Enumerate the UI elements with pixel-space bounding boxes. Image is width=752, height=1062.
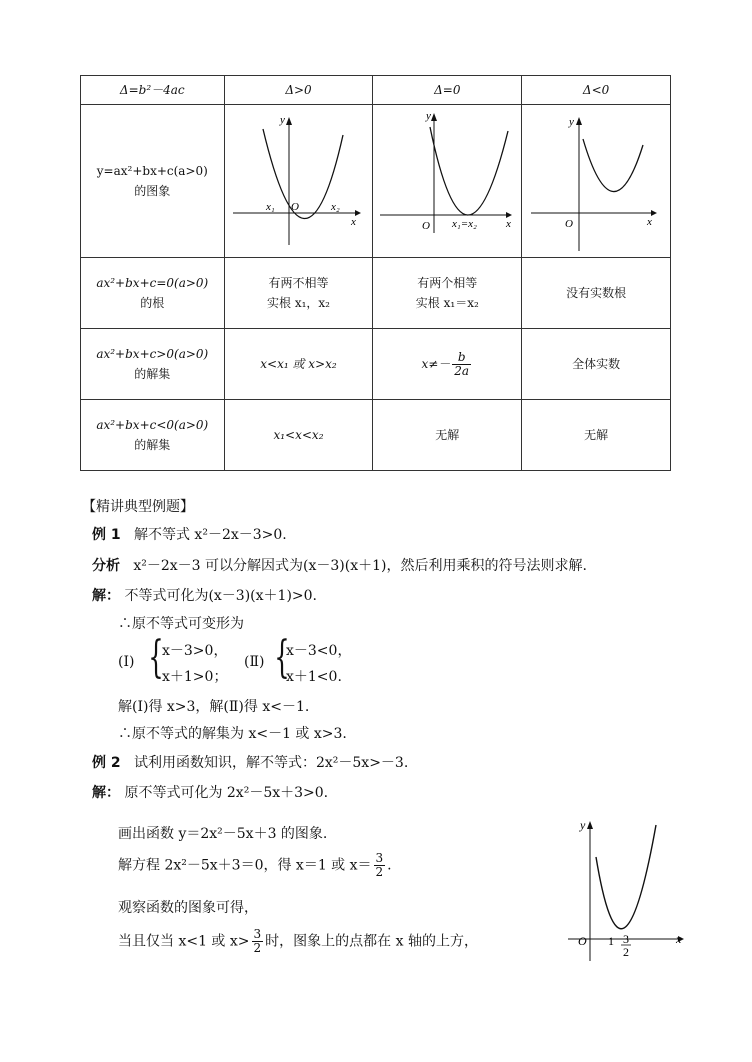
greater-zero-fraction <box>452 351 471 378</box>
roots-positive-line1: 有两不相等 <box>268 276 329 290</box>
graph-negative-cell <box>522 105 671 258</box>
example2-line <box>92 752 408 772</box>
ex1-solution-step2: ∴原不等式可变形为 <box>118 616 244 632</box>
origin-label: O <box>565 218 574 230</box>
fraction-numerator: b <box>452 351 471 365</box>
fraction-numerator: 3 <box>253 927 262 941</box>
plot-root1-label: 1 <box>608 934 614 948</box>
table-row-roots <box>81 258 671 329</box>
example2-label: 例 2 <box>92 755 121 771</box>
section-title: 【精讲典型例题】 <box>82 499 194 515</box>
table-row-graph <box>81 105 671 258</box>
ex2-step3-prefix: 解方程 2x²－5x＋3＝0，得 x＝1 或 x＝ <box>118 857 372 874</box>
roots-row-label <box>81 258 225 329</box>
ex1-solution-step4: ∴原不等式的解集为 x<－1 或 x>3. <box>118 726 347 742</box>
greater-label-line2: 的解集 <box>134 367 171 382</box>
ex1-solution-step3: 解(Ⅰ)得 x>3，解(Ⅱ)得 x<－1. <box>118 699 310 715</box>
x-axis-label: x <box>351 216 357 228</box>
less-negative: 无解 <box>522 400 671 471</box>
roots-zero-line2: 实根 x₁＝x₂ <box>415 296 479 311</box>
system1-second: x＋1>0； <box>162 669 228 685</box>
ex1-solution-label: 解： <box>92 588 120 604</box>
header-discriminant: Δ=b²－4ac <box>81 76 225 105</box>
origin-label: O <box>422 220 431 232</box>
graph-zero-cell <box>373 105 522 258</box>
y-axis-label: y <box>280 114 286 126</box>
roots-label-line1: ax²+bx+c=0(a>0) <box>96 276 209 290</box>
x1-label: x₁ <box>266 201 276 213</box>
example1-label: 例 1 <box>92 527 121 543</box>
roots-zero-line1: 有两个相等 <box>417 276 478 290</box>
analysis-line <box>92 555 587 575</box>
ex2-step3-fraction <box>374 852 386 879</box>
analysis-label: 分析 <box>92 558 120 574</box>
ex2-solution-line <box>92 782 328 802</box>
header-zero: Δ=0 <box>373 76 522 105</box>
analysis-text: x²－2x－3 可以分解因式为(x－3)(x＋1)，然后利用乘积的符号法则求解. <box>133 558 587 574</box>
ex2-solution-step5 <box>118 928 478 955</box>
x2-label: x₂ <box>331 201 341 213</box>
system1-tag: (Ⅰ) <box>118 654 135 670</box>
system2-brace: { <box>274 632 290 683</box>
ex2-step5-prefix: 当且仅当 x<1 或 x> <box>118 933 250 950</box>
graph-row-label <box>81 105 225 258</box>
y-axis-label: y <box>569 116 574 128</box>
roots-label-line2: 的根 <box>140 296 165 311</box>
header-negative: Δ<0 <box>522 76 671 105</box>
graph-label-line1: y=ax²+bx+c(a>0) <box>96 163 208 178</box>
system1-first: x－3>0， <box>162 643 228 659</box>
graph-two-roots <box>225 105 371 251</box>
header-positive: Δ>0 <box>224 76 373 105</box>
x-axis-label: x <box>506 218 512 230</box>
greater-negative: 全体实数 <box>522 329 671 400</box>
graph-no-root <box>523 105 669 251</box>
less-row-label <box>81 400 225 471</box>
fraction-denominator: 2 <box>375 865 384 880</box>
less-positive: x₁<x<x₂ <box>224 400 373 471</box>
example2-text: 试利用函数知识，解不等式：2x²－5x>－3. <box>133 755 409 771</box>
ex2-solution-step1: 原不等式可化为 2x²－5x＋3>0. <box>124 785 329 801</box>
roots-zero <box>373 258 522 329</box>
greater-zero-prefix: x≠－ <box>421 356 451 371</box>
greater-label-line1: ax²+bx+c>0(a>0) <box>96 347 209 361</box>
graph-double-root <box>374 105 520 251</box>
ex2-step5-suffix: 时，图象上的点都在 x 轴的上方， <box>265 933 478 950</box>
ex2-step5-fraction <box>252 928 264 955</box>
ex1-solution-line <box>92 585 317 605</box>
roots-negative: 没有实数根 <box>522 258 671 329</box>
plot-root2-num: 3 <box>623 932 629 946</box>
parabola-plot <box>560 815 690 965</box>
fraction-denominator: 2 <box>253 941 262 956</box>
discriminant-table <box>80 75 671 471</box>
less-zero: 无解 <box>373 400 522 471</box>
greater-positive: x<x₁ 或 x>x₂ <box>224 329 373 400</box>
graph-label-line2: 的图象 <box>134 184 171 199</box>
ex1-solution-step1: 不等式可化为(x－3)(x＋1)>0. <box>124 588 317 604</box>
roots-positive <box>224 258 373 329</box>
ex2-solution-step4: 观察函数的图象可得， <box>118 900 258 916</box>
ex2-step3-suffix: . <box>387 857 392 874</box>
plot-y-label: y <box>580 818 586 832</box>
fraction-denominator: 2a <box>454 363 470 378</box>
ex2-solution-label: 解： <box>92 785 120 801</box>
ex2-solution-step3 <box>118 852 392 879</box>
system2-second: x＋1<0. <box>286 669 342 685</box>
greater-row-label <box>81 329 225 400</box>
double-root-label: x₁=x₂ <box>452 218 478 230</box>
less-label-line1: ax²+bx+c<0(a>0) <box>96 418 209 432</box>
table-row-less <box>81 400 671 471</box>
ex2-solution-step2: 画出函数 y＝2x²－5x＋3 的图象. <box>118 826 328 842</box>
roots-positive-line2: 实根 x₁，x₂ <box>267 296 330 311</box>
system2-first: x－3<0， <box>286 643 352 659</box>
example1-line <box>92 524 287 544</box>
greater-zero <box>373 329 522 400</box>
less-label-line2: 的解集 <box>134 438 171 453</box>
fraction-numerator: 3 <box>375 851 384 865</box>
table-header-row <box>81 76 671 105</box>
plot-origin-label: O <box>578 934 587 948</box>
system1-brace: { <box>148 632 164 683</box>
system2-tag: (Ⅱ) <box>244 654 265 670</box>
origin-label: O <box>291 201 300 213</box>
table-row-greater <box>81 329 671 400</box>
y-axis-label: y <box>426 110 432 122</box>
plot-root2-den: 2 <box>623 945 629 959</box>
plot-x-label: x <box>676 932 682 946</box>
x-axis-label: x <box>647 216 652 228</box>
graph-positive-cell <box>224 105 373 258</box>
example1-text: 解不等式 x²－2x－3>0. <box>133 527 287 543</box>
